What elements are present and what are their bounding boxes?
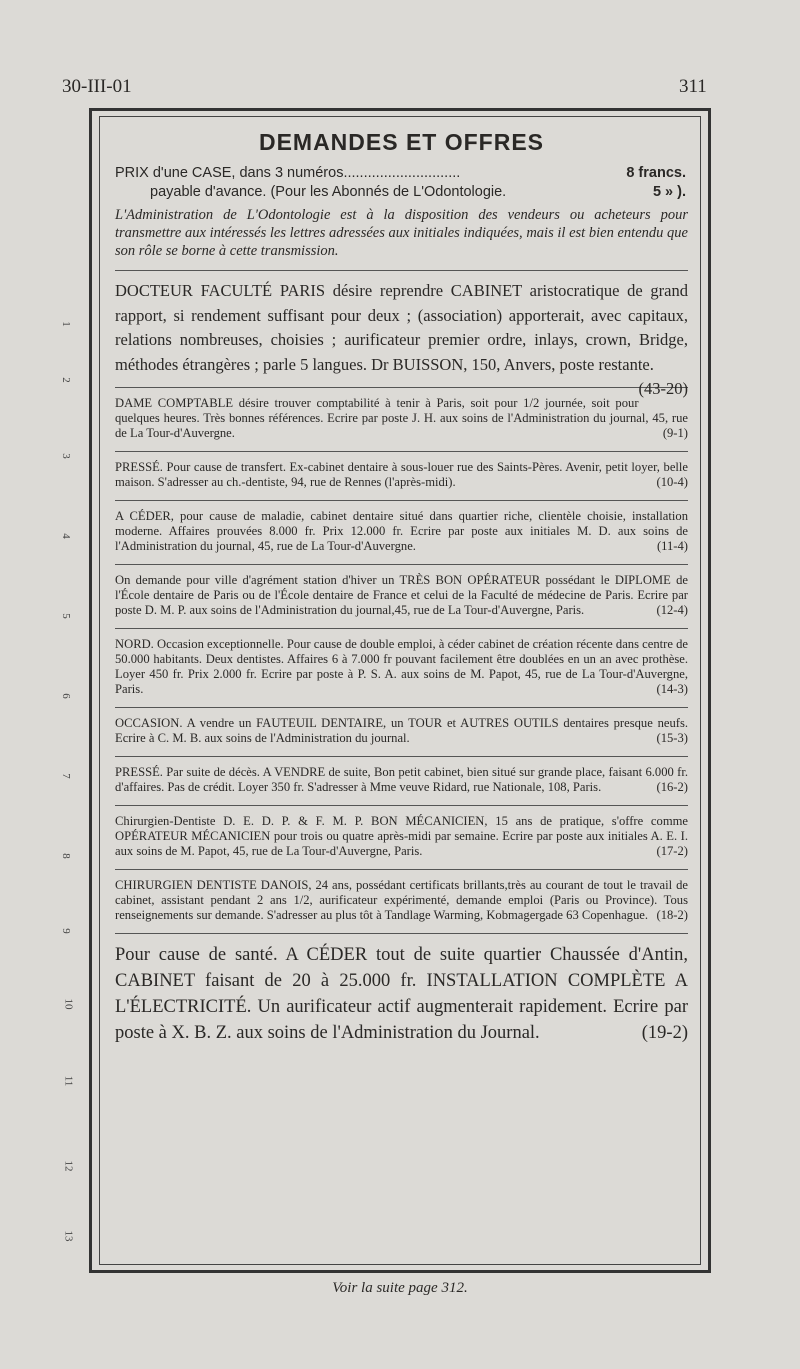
ad-chirurgien-danois xyxy=(115,878,688,923)
continuation-note: Voir la suite page 312. xyxy=(332,1280,468,1296)
divider xyxy=(115,270,688,271)
ad-text: DOCTEUR FACULTÉ PARIS désire reprendre CABINET aristocratique de grand rapport, si rendement suffisant pour deux ; (association) apporterait, avec capitaux, relations nombreuses, choisies ; aurificateur premier ordre, inlays, crown, Bridge, méthodes étrangères ; parle 5 langues. Dr BUISSON, 150, Anvers, poste restante. xyxy=(115,281,688,374)
margin-number: 6 xyxy=(59,693,72,699)
divider xyxy=(115,500,688,501)
ad-cause-de-sante xyxy=(115,942,688,1046)
ad-ref: (15-3) xyxy=(656,731,688,745)
margin-number: 9 xyxy=(59,928,72,934)
section-title: DEMANDES ET OFFRES xyxy=(258,129,545,155)
ad-docteur-faculte xyxy=(115,279,688,398)
advertisement-frame xyxy=(89,108,711,1273)
margin-number: 2 xyxy=(59,377,72,383)
ad-ref: (19-2) xyxy=(641,1023,688,1043)
divider xyxy=(115,628,688,629)
ad-chirurgien-mecanicien xyxy=(115,814,688,859)
price-value-1: 8 francs. xyxy=(626,165,686,181)
ad-ref: (11-4) xyxy=(656,539,688,553)
divider xyxy=(115,451,688,452)
administration-note: L'Administration de L'Odontologie est à la disposition des vendeurs ou acheteurs pour transmettre aux intéressés les lettres adressées aux initiales indiquées, mais il est bien entendu que son rôle se borne à cette transmission. xyxy=(115,207,688,259)
divider xyxy=(115,869,688,870)
margin-number: 8 xyxy=(59,853,72,859)
margin-number: 3 xyxy=(59,453,72,459)
ad-text: OCCASION. A vendre un FAUTEUIL DENTAIRE, un TOUR et AUTRES OUTILS dentaires presque neufs. Ecrire à C. M. B. aux soins de l'Administration du journal. xyxy=(115,716,688,745)
divider xyxy=(115,387,688,388)
price-line-1: PRIX d'une CASE, dans 3 numéros............................. xyxy=(115,165,461,181)
ad-ref: (10-4) xyxy=(656,475,688,489)
ad-ref: (18-2) xyxy=(656,908,688,922)
divider xyxy=(115,756,688,757)
margin-number: 12 xyxy=(62,1160,75,1172)
page-number: 311 xyxy=(679,76,707,97)
divider xyxy=(115,933,688,934)
issue-date: 30-III-01 xyxy=(62,76,132,97)
ad-text: PRESSÉ. Pour cause de transfert. Ex-cabinet dentaire à sous-louer rue des Saints-Pères. Avenir, petit loyer, belle maison. S'adresser au ch.-dentiste, 94, rue de Rennes (l'après-midi). xyxy=(115,460,688,489)
margin-number: 4 xyxy=(59,533,72,539)
price-value-2: 5 » ). xyxy=(652,184,686,200)
ad-text: PRESSÉ. Par suite de décès. A VENDRE de suite, Bon petit cabinet, bien situé sur grande place, faisant 6.000 fr. d'affaires. Pas de crédit. Loyer 350 fr. S'adresser à Mme veuve Ridard, rue Nationale, 108, Paris. xyxy=(115,765,688,794)
divider xyxy=(115,707,688,708)
ad-occasion xyxy=(115,716,688,746)
ad-text: Pour cause de santé. A CÉDER tout de suite quartier Chaussée d'Antin, CABINET faisant de 20 à 25.000 fr. INSTALLATION COMPLÈTE A L'ÉLECTRICITÉ. Un aurificateur actif augmenterait rapidement. Ecrire par poste à X. B. Z. aux soins de l'Administration du Journal. xyxy=(115,945,688,1043)
ad-text: CHIRURGIEN DENTISTE DANOIS, 24 ans, possédant certificats brillants,très au courant de tout le travail de cabinet, assistant pendant 2 ans 1/2, aurificateur expérimenté, demande emploi (Paris ou Province). Tous renseignements sur demande. S'adresser au plus tôt à Tandlage Warming, Kobmagergade 63 Copenhague. xyxy=(115,878,688,922)
ad-on-demande xyxy=(115,573,688,618)
ad-text: DAME COMPTABLE désire trouver comptabilité à tenir à Paris, soit pour 1/2 journée, soit pour quelques heures. Très bonnes références. Ecrire par poste J. H. aux soins de l'Administration du journal, 45, rue de La Tour-d'Auvergne. xyxy=(115,396,688,440)
price-block xyxy=(115,164,688,202)
ad-a-ceder xyxy=(115,509,688,554)
divider xyxy=(115,805,688,806)
margin-number: 10 xyxy=(62,998,75,1010)
ad-presse-deces xyxy=(115,765,688,795)
margin-number: 1 xyxy=(59,321,72,327)
inner-border xyxy=(99,116,701,1265)
ad-dame-comptable xyxy=(115,396,688,441)
ad-text: Chirurgien-Dentiste D. E. D. P. & F. M. P. BON MÉCANICIEN, 15 ans de pratique, s'offre comme OPÉRATEUR MÉCANICIEN pour trois ou quatre après-midi par semaine. Ecrire par poste aux initiales A. E. I. aux soins de M. Papot, 45, rue de La Tour-d'Auvergne, Paris. xyxy=(115,814,688,858)
ads-content xyxy=(115,129,688,1046)
ad-ref: (9-1) xyxy=(662,426,688,440)
margin-number: 7 xyxy=(59,773,72,779)
ad-presse-transfert xyxy=(115,460,688,490)
ad-text: On demande pour ville d'agrément station d'hiver un TRÈS BON OPÉRATEUR possédant le DIPLOME de l'École dentaire de Paris ou de l'École dentaire de France et celui de la Faculté de médecine de Paris. Ecrire par poste D. M. P. aux soins de l'Administration du journal,45, rue de La Tour-d'Auvergne, Paris. xyxy=(115,573,688,617)
price-line-2: payable d'avance. (Pour les Abonnés de L'Odontologie. xyxy=(150,184,507,200)
ad-text: NORD. Occasion exceptionnelle. Pour cause de double emploi, à céder cabinet de création récente dans centre de 50.000 habitants. Deux dentistes. Affaires 6 à 7.000 fr pouvant facilement être doublées en un an avec prothèse. Loyer 450 fr. Prix 2.000 fr. Ecrire par poste à P. S. A. aux soins de M. Papot, 45, rue de La Tour-d'Auvergne, Paris. xyxy=(115,637,688,696)
margin-number: 11 xyxy=(62,1075,75,1087)
ad-text: A CÉDER, pour cause de maladie, cabinet dentaire situé dans quartier riche, clientèle choisie, installation moderne. Affaires prouvées 8.000 fr. Prix 12.000 fr. Ecrire par poste aux initiales M. D. aux soins de l'Administration du journal, 45, rue de La Tour-d'Auvergne. xyxy=(115,509,688,553)
ad-ref: (12-4) xyxy=(656,603,688,617)
ad-ref: (14-3) xyxy=(656,682,688,696)
divider xyxy=(115,564,688,565)
ad-nord xyxy=(115,637,688,697)
margin-number: 13 xyxy=(62,1230,75,1242)
ad-ref: (17-2) xyxy=(656,844,688,858)
ad-ref: (16-2) xyxy=(656,780,688,794)
margin-number: 5 xyxy=(59,613,72,619)
ad-ref: (43-20) xyxy=(638,379,688,398)
